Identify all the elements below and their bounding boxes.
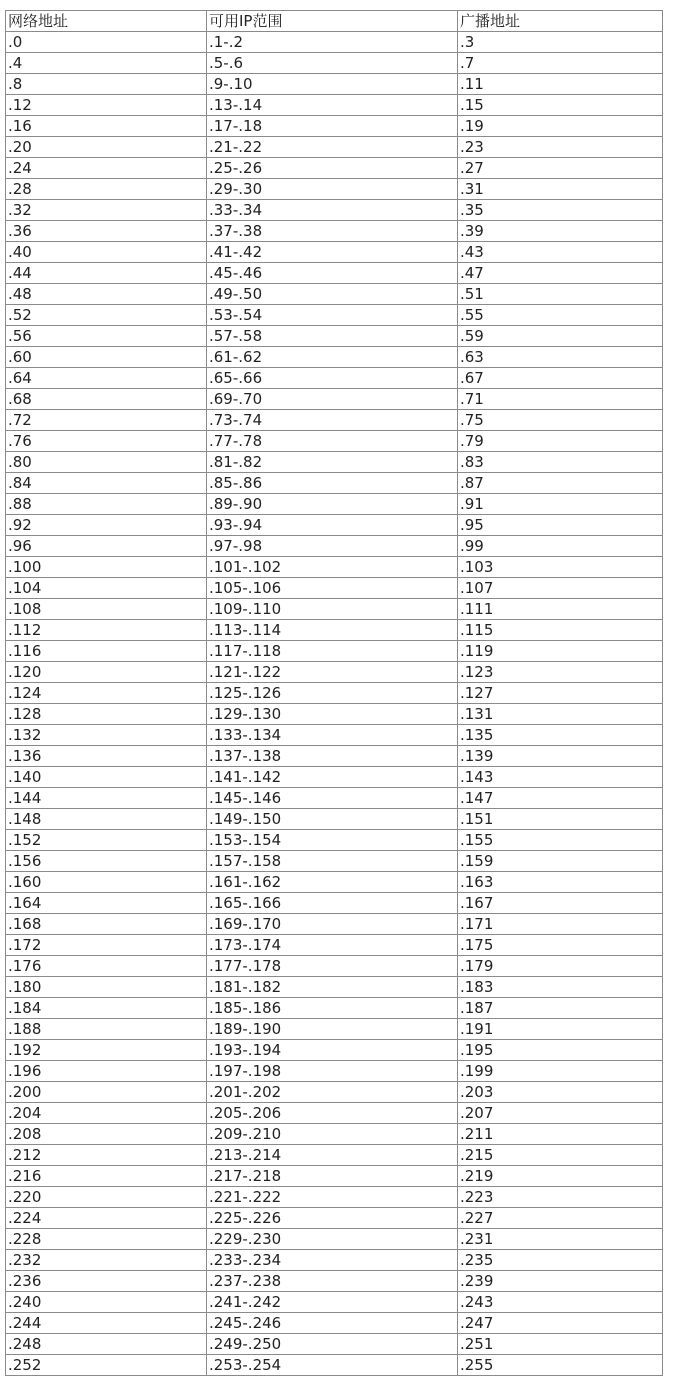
cell-broadcast-address: .19 [458, 116, 663, 137]
table-row [6, 1082, 663, 1103]
cell-broadcast-address: .127 [458, 683, 663, 704]
table-row [6, 578, 663, 599]
cell-usable-ip-range: .13-.14 [207, 95, 458, 116]
table-row [6, 704, 663, 725]
cell-network-address: .40 [6, 242, 207, 263]
table-row [6, 851, 663, 872]
table-row [6, 935, 663, 956]
cell-usable-ip-range: .9-.10 [207, 74, 458, 95]
table-row [6, 305, 663, 326]
table-row [6, 998, 663, 1019]
cell-broadcast-address: .231 [458, 1229, 663, 1250]
cell-usable-ip-range: .149-.150 [207, 809, 458, 830]
cell-network-address: .60 [6, 347, 207, 368]
table-row [6, 494, 663, 515]
table-row [6, 1103, 663, 1124]
table-header [6, 11, 663, 32]
cell-usable-ip-range: .253-.254 [207, 1355, 458, 1376]
cell-broadcast-address: .131 [458, 704, 663, 725]
table-row [6, 620, 663, 641]
cell-usable-ip-range: .97-.98 [207, 536, 458, 557]
cell-usable-ip-range: .173-.174 [207, 935, 458, 956]
table-row [6, 158, 663, 179]
cell-network-address: .196 [6, 1061, 207, 1082]
cell-network-address: .212 [6, 1145, 207, 1166]
cell-network-address: .12 [6, 95, 207, 116]
cell-broadcast-address: .31 [458, 179, 663, 200]
cell-network-address: .16 [6, 116, 207, 137]
cell-broadcast-address: .87 [458, 473, 663, 494]
cell-broadcast-address: .227 [458, 1208, 663, 1229]
cell-broadcast-address: .35 [458, 200, 663, 221]
cell-broadcast-address: .7 [458, 53, 663, 74]
table-row [6, 116, 663, 137]
cell-usable-ip-range: .177-.178 [207, 956, 458, 977]
cell-usable-ip-range: .53-.54 [207, 305, 458, 326]
table-row [6, 1229, 663, 1250]
cell-network-address: .168 [6, 914, 207, 935]
cell-usable-ip-range: .17-.18 [207, 116, 458, 137]
cell-broadcast-address: .111 [458, 599, 663, 620]
table-row [6, 1061, 663, 1082]
cell-network-address: .192 [6, 1040, 207, 1061]
cell-network-address: .176 [6, 956, 207, 977]
cell-usable-ip-range: .77-.78 [207, 431, 458, 452]
cell-usable-ip-range: .233-.234 [207, 1250, 458, 1271]
table-row [6, 746, 663, 767]
cell-network-address: .28 [6, 179, 207, 200]
table-row [6, 515, 663, 536]
cell-usable-ip-range: .125-.126 [207, 683, 458, 704]
cell-usable-ip-range: .217-.218 [207, 1166, 458, 1187]
cell-network-address: .252 [6, 1355, 207, 1376]
cell-usable-ip-range: .221-.222 [207, 1187, 458, 1208]
cell-broadcast-address: .219 [458, 1166, 663, 1187]
cell-broadcast-address: .223 [458, 1187, 663, 1208]
table-row [6, 1019, 663, 1040]
table-row [6, 557, 663, 578]
table-row [6, 1145, 663, 1166]
table-row [6, 893, 663, 914]
table-row [6, 179, 663, 200]
cell-network-address: .68 [6, 389, 207, 410]
cell-usable-ip-range: .169-.170 [207, 914, 458, 935]
cell-network-address: .148 [6, 809, 207, 830]
cell-usable-ip-range: .37-.38 [207, 221, 458, 242]
cell-broadcast-address: .215 [458, 1145, 663, 1166]
cell-network-address: .244 [6, 1313, 207, 1334]
table-row [6, 662, 663, 683]
cell-network-address: .160 [6, 872, 207, 893]
cell-broadcast-address: .123 [458, 662, 663, 683]
cell-broadcast-address: .199 [458, 1061, 663, 1082]
table-row [6, 1124, 663, 1145]
table-row [6, 242, 663, 263]
cell-network-address: .84 [6, 473, 207, 494]
table-row [6, 1355, 663, 1376]
cell-broadcast-address: .207 [458, 1103, 663, 1124]
cell-usable-ip-range: .41-.42 [207, 242, 458, 263]
subnet-table [5, 10, 663, 1376]
cell-network-address: .204 [6, 1103, 207, 1124]
cell-network-address: .4 [6, 53, 207, 74]
cell-broadcast-address: .75 [458, 410, 663, 431]
cell-broadcast-address: .183 [458, 977, 663, 998]
table-row [6, 473, 663, 494]
cell-usable-ip-range: .89-.90 [207, 494, 458, 515]
cell-network-address: .228 [6, 1229, 207, 1250]
table-row [6, 137, 663, 158]
cell-network-address: .136 [6, 746, 207, 767]
cell-network-address: .208 [6, 1124, 207, 1145]
cell-broadcast-address: .3 [458, 32, 663, 53]
cell-usable-ip-range: .205-.206 [207, 1103, 458, 1124]
cell-network-address: .32 [6, 200, 207, 221]
table-row [6, 200, 663, 221]
cell-usable-ip-range: .249-.250 [207, 1334, 458, 1355]
cell-usable-ip-range: .137-.138 [207, 746, 458, 767]
table-row [6, 389, 663, 410]
cell-usable-ip-range: .161-.162 [207, 872, 458, 893]
table-row [6, 767, 663, 788]
table-row [6, 1250, 663, 1271]
cell-usable-ip-range: .141-.142 [207, 767, 458, 788]
cell-network-address: .120 [6, 662, 207, 683]
cell-usable-ip-range: .225-.226 [207, 1208, 458, 1229]
table-row [6, 725, 663, 746]
cell-broadcast-address: .239 [458, 1271, 663, 1292]
table-row [6, 641, 663, 662]
table-row [6, 1313, 663, 1334]
cell-usable-ip-range: .237-.238 [207, 1271, 458, 1292]
cell-network-address: .240 [6, 1292, 207, 1313]
cell-network-address: .188 [6, 1019, 207, 1040]
table-row [6, 1187, 663, 1208]
cell-broadcast-address: .251 [458, 1334, 663, 1355]
cell-broadcast-address: .151 [458, 809, 663, 830]
cell-network-address: .144 [6, 788, 207, 809]
cell-usable-ip-range: .21-.22 [207, 137, 458, 158]
cell-network-address: .44 [6, 263, 207, 284]
cell-network-address: .184 [6, 998, 207, 1019]
cell-usable-ip-range: .33-.34 [207, 200, 458, 221]
cell-broadcast-address: .163 [458, 872, 663, 893]
cell-usable-ip-range: .113-.114 [207, 620, 458, 641]
cell-broadcast-address: .11 [458, 74, 663, 95]
cell-usable-ip-range: .1-.2 [207, 32, 458, 53]
cell-network-address: .116 [6, 641, 207, 662]
cell-broadcast-address: .95 [458, 515, 663, 536]
cell-network-address: .20 [6, 137, 207, 158]
table-row [6, 830, 663, 851]
cell-broadcast-address: .91 [458, 494, 663, 515]
table-row [6, 284, 663, 305]
cell-network-address: .100 [6, 557, 207, 578]
table-row [6, 809, 663, 830]
cell-network-address: .152 [6, 830, 207, 851]
cell-broadcast-address: .203 [458, 1082, 663, 1103]
cell-network-address: .224 [6, 1208, 207, 1229]
cell-network-address: .112 [6, 620, 207, 641]
cell-broadcast-address: .143 [458, 767, 663, 788]
cell-network-address: .232 [6, 1250, 207, 1271]
cell-broadcast-address: .155 [458, 830, 663, 851]
table-row [6, 914, 663, 935]
cell-network-address: .0 [6, 32, 207, 53]
cell-usable-ip-range: .93-.94 [207, 515, 458, 536]
cell-broadcast-address: .99 [458, 536, 663, 557]
cell-usable-ip-range: .81-.82 [207, 452, 458, 473]
table-row [6, 1292, 663, 1313]
table-row [6, 74, 663, 95]
cell-broadcast-address: .79 [458, 431, 663, 452]
cell-network-address: .128 [6, 704, 207, 725]
cell-network-address: .124 [6, 683, 207, 704]
table-row [6, 221, 663, 242]
cell-usable-ip-range: .201-.202 [207, 1082, 458, 1103]
cell-broadcast-address: .55 [458, 305, 663, 326]
cell-broadcast-address: .255 [458, 1355, 663, 1376]
cell-broadcast-address: .243 [458, 1292, 663, 1313]
table-row [6, 788, 663, 809]
cell-broadcast-address: .71 [458, 389, 663, 410]
table-row [6, 956, 663, 977]
cell-usable-ip-range: .109-.110 [207, 599, 458, 620]
cell-usable-ip-range: .25-.26 [207, 158, 458, 179]
cell-broadcast-address: .83 [458, 452, 663, 473]
cell-usable-ip-range: .133-.134 [207, 725, 458, 746]
cell-usable-ip-range: .189-.190 [207, 1019, 458, 1040]
cell-broadcast-address: .195 [458, 1040, 663, 1061]
cell-broadcast-address: .103 [458, 557, 663, 578]
cell-usable-ip-range: .61-.62 [207, 347, 458, 368]
table-row [6, 1040, 663, 1061]
cell-broadcast-address: .39 [458, 221, 663, 242]
cell-usable-ip-range: .117-.118 [207, 641, 458, 662]
cell-network-address: .88 [6, 494, 207, 515]
table-row [6, 683, 663, 704]
header-usable-ip-range: 可用IP范围 [207, 11, 458, 32]
cell-network-address: .180 [6, 977, 207, 998]
cell-broadcast-address: .15 [458, 95, 663, 116]
cell-network-address: .92 [6, 515, 207, 536]
table-row [6, 263, 663, 284]
header-broadcast-address: 广播地址 [458, 11, 663, 32]
cell-usable-ip-range: .29-.30 [207, 179, 458, 200]
cell-network-address: .36 [6, 221, 207, 242]
cell-usable-ip-range: .57-.58 [207, 326, 458, 347]
table-row [6, 95, 663, 116]
cell-network-address: .48 [6, 284, 207, 305]
cell-broadcast-address: .139 [458, 746, 663, 767]
table-row [6, 872, 663, 893]
cell-usable-ip-range: .145-.146 [207, 788, 458, 809]
cell-usable-ip-range: .153-.154 [207, 830, 458, 851]
cell-network-address: .248 [6, 1334, 207, 1355]
table-row [6, 599, 663, 620]
cell-network-address: .216 [6, 1166, 207, 1187]
cell-broadcast-address: .147 [458, 788, 663, 809]
cell-broadcast-address: .167 [458, 893, 663, 914]
cell-network-address: .220 [6, 1187, 207, 1208]
cell-network-address: .72 [6, 410, 207, 431]
header-network-address: 网络地址 [6, 11, 207, 32]
cell-usable-ip-range: .49-.50 [207, 284, 458, 305]
cell-network-address: .24 [6, 158, 207, 179]
cell-network-address: .108 [6, 599, 207, 620]
cell-broadcast-address: .115 [458, 620, 663, 641]
cell-network-address: .64 [6, 368, 207, 389]
cell-network-address: .52 [6, 305, 207, 326]
table-row [6, 1208, 663, 1229]
cell-network-address: .200 [6, 1082, 207, 1103]
cell-network-address: .236 [6, 1271, 207, 1292]
cell-broadcast-address: .247 [458, 1313, 663, 1334]
cell-usable-ip-range: .5-.6 [207, 53, 458, 74]
cell-network-address: .76 [6, 431, 207, 452]
cell-broadcast-address: .119 [458, 641, 663, 662]
cell-usable-ip-range: .213-.214 [207, 1145, 458, 1166]
cell-network-address: .164 [6, 893, 207, 914]
cell-network-address: .132 [6, 725, 207, 746]
cell-usable-ip-range: .185-.186 [207, 998, 458, 1019]
cell-usable-ip-range: .245-.246 [207, 1313, 458, 1334]
table-row [6, 452, 663, 473]
cell-broadcast-address: .175 [458, 935, 663, 956]
table-row [6, 1166, 663, 1187]
cell-broadcast-address: .171 [458, 914, 663, 935]
cell-network-address: .156 [6, 851, 207, 872]
cell-network-address: .104 [6, 578, 207, 599]
cell-usable-ip-range: .193-.194 [207, 1040, 458, 1061]
cell-broadcast-address: .135 [458, 725, 663, 746]
cell-network-address: .80 [6, 452, 207, 473]
cell-usable-ip-range: .197-.198 [207, 1061, 458, 1082]
cell-usable-ip-range: .229-.230 [207, 1229, 458, 1250]
table-row [6, 977, 663, 998]
cell-broadcast-address: .179 [458, 956, 663, 977]
cell-usable-ip-range: .73-.74 [207, 410, 458, 431]
cell-network-address: .56 [6, 326, 207, 347]
cell-usable-ip-range: .181-.182 [207, 977, 458, 998]
cell-broadcast-address: .67 [458, 368, 663, 389]
cell-broadcast-address: .47 [458, 263, 663, 284]
table-row [6, 326, 663, 347]
cell-broadcast-address: .211 [458, 1124, 663, 1145]
cell-usable-ip-range: .157-.158 [207, 851, 458, 872]
cell-usable-ip-range: .121-.122 [207, 662, 458, 683]
cell-broadcast-address: .51 [458, 284, 663, 305]
cell-broadcast-address: .187 [458, 998, 663, 1019]
cell-broadcast-address: .107 [458, 578, 663, 599]
cell-broadcast-address: .59 [458, 326, 663, 347]
cell-network-address: .172 [6, 935, 207, 956]
cell-usable-ip-range: .101-.102 [207, 557, 458, 578]
cell-usable-ip-range: .165-.166 [207, 893, 458, 914]
table-row [6, 368, 663, 389]
table-row [6, 32, 663, 53]
cell-usable-ip-range: .105-.106 [207, 578, 458, 599]
cell-broadcast-address: .27 [458, 158, 663, 179]
cell-usable-ip-range: .65-.66 [207, 368, 458, 389]
table-row [6, 347, 663, 368]
table-row [6, 1271, 663, 1292]
cell-broadcast-address: .159 [458, 851, 663, 872]
table-row [6, 410, 663, 431]
cell-usable-ip-range: .69-.70 [207, 389, 458, 410]
cell-broadcast-address: .23 [458, 137, 663, 158]
table-row [6, 431, 663, 452]
cell-usable-ip-range: .85-.86 [207, 473, 458, 494]
cell-broadcast-address: .63 [458, 347, 663, 368]
cell-usable-ip-range: .241-.242 [207, 1292, 458, 1313]
table-row [6, 1334, 663, 1355]
table-row [6, 536, 663, 557]
cell-usable-ip-range: .209-.210 [207, 1124, 458, 1145]
cell-usable-ip-range: .129-.130 [207, 704, 458, 725]
table-body [6, 32, 663, 1376]
cell-broadcast-address: .43 [458, 242, 663, 263]
cell-network-address: .8 [6, 74, 207, 95]
cell-network-address: .140 [6, 767, 207, 788]
table-row [6, 53, 663, 74]
cell-broadcast-address: .191 [458, 1019, 663, 1040]
cell-usable-ip-range: .45-.46 [207, 263, 458, 284]
header-row [6, 11, 663, 32]
cell-broadcast-address: .235 [458, 1250, 663, 1271]
cell-network-address: .96 [6, 536, 207, 557]
